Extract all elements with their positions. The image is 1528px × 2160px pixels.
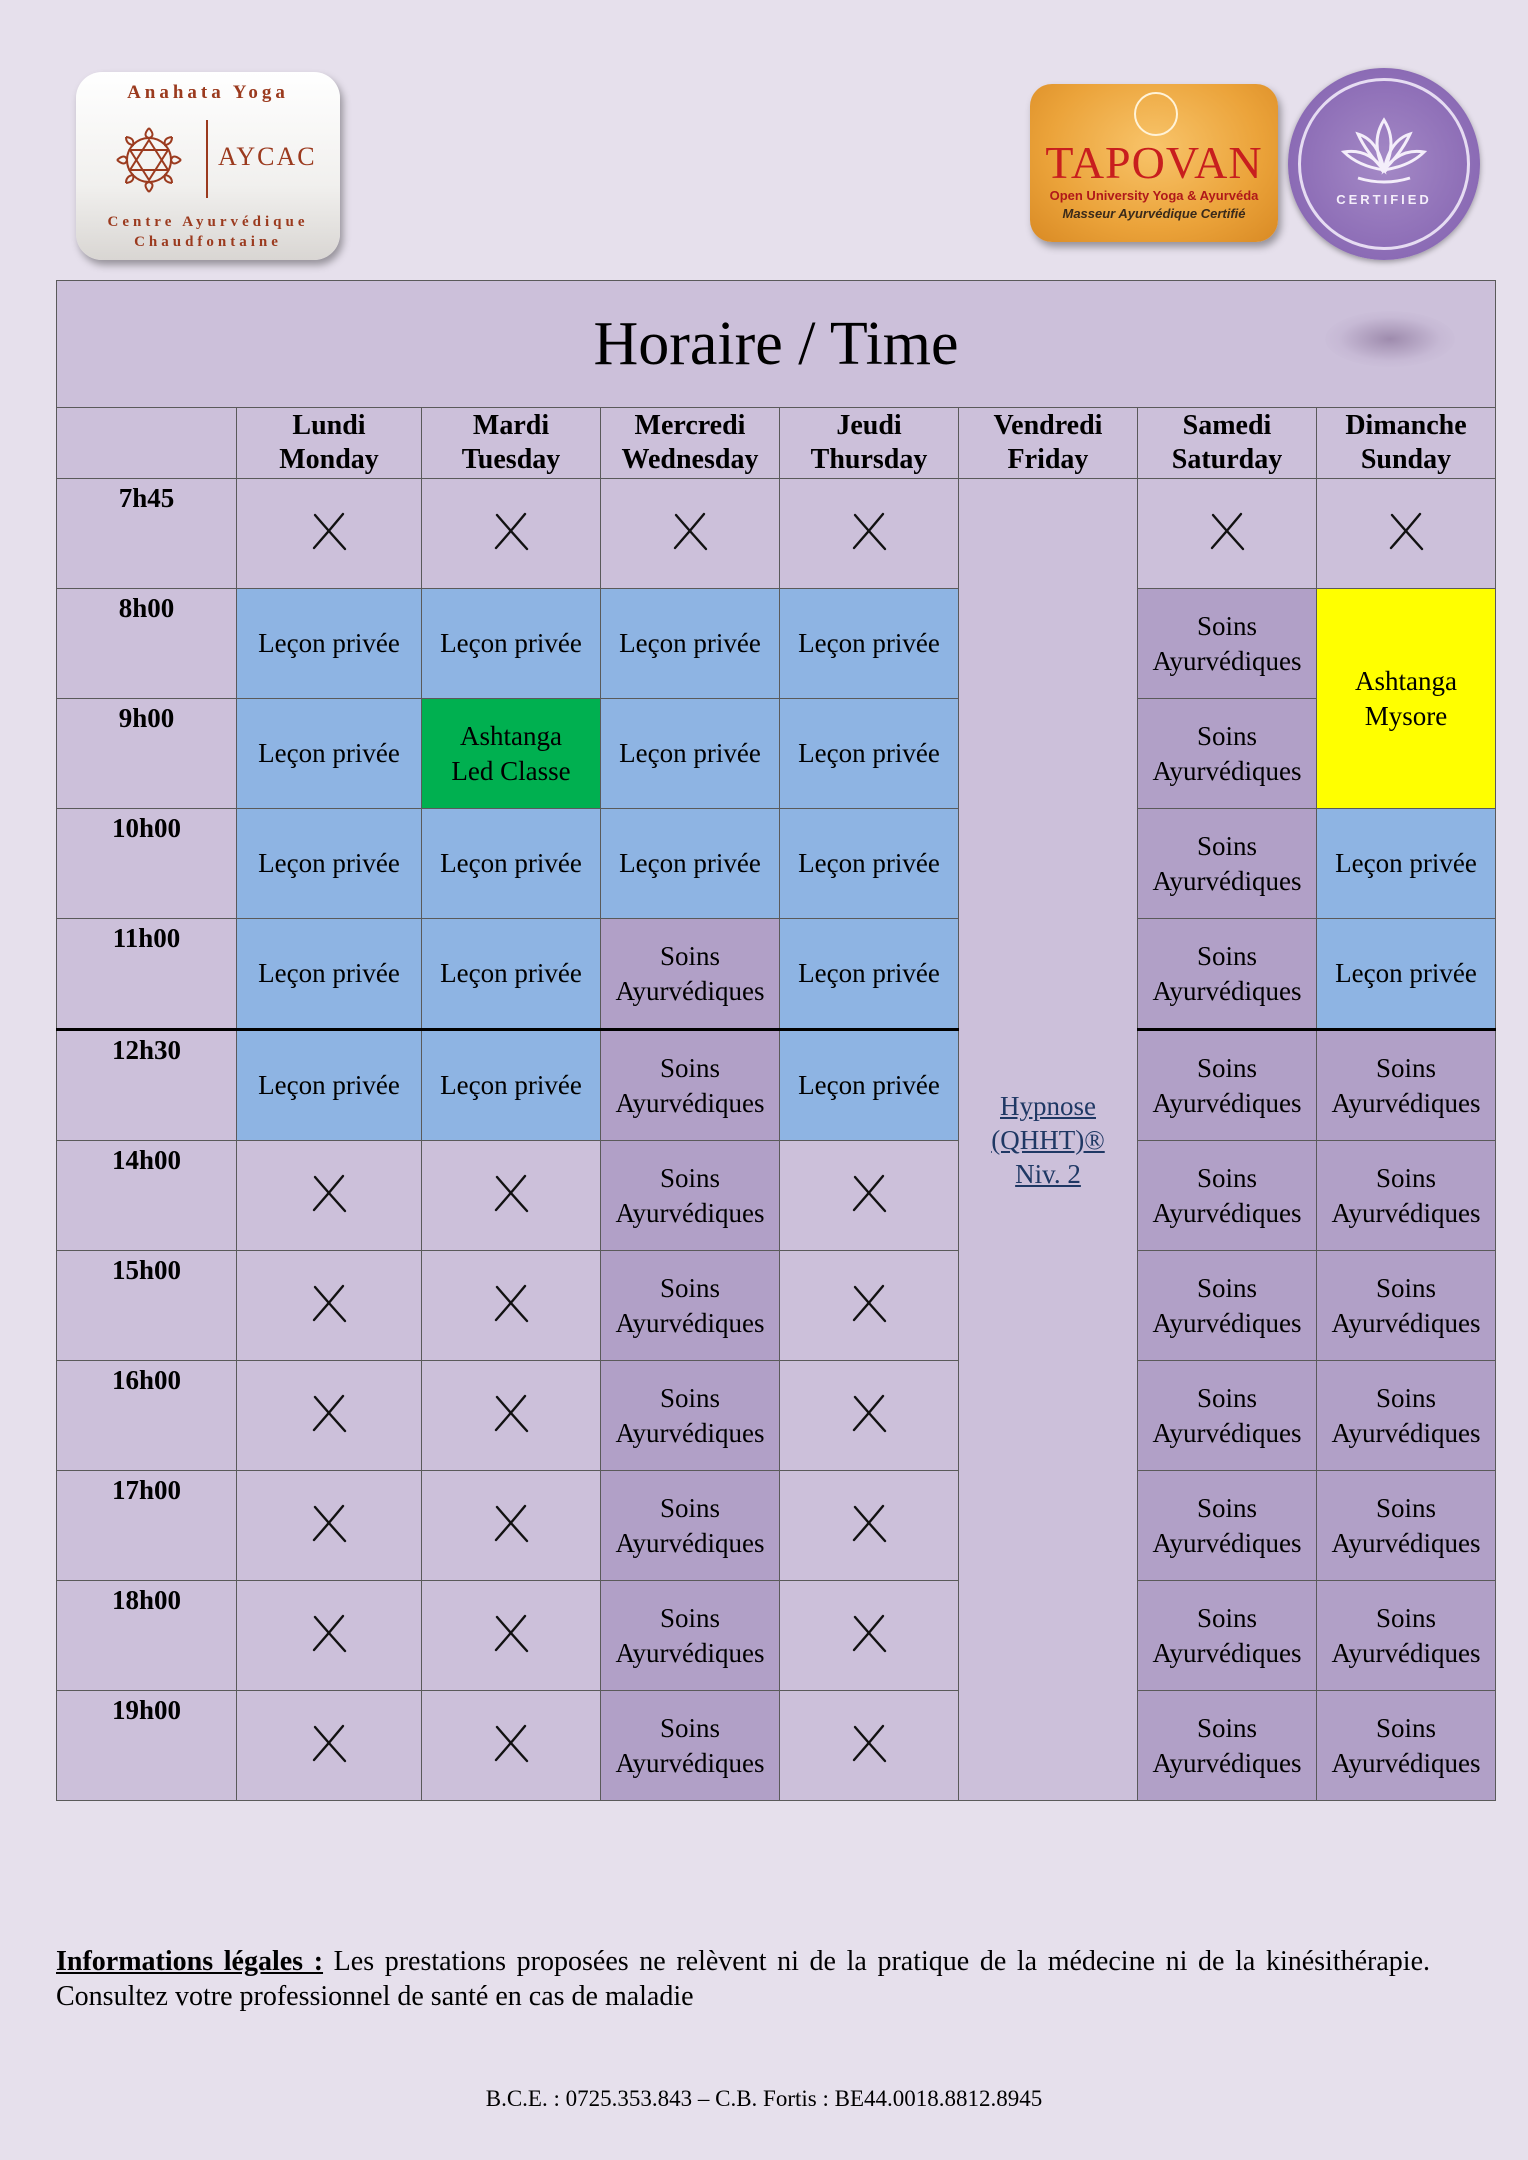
ayurvedic-care-slot: Soins Ayurvédiques xyxy=(1138,1581,1317,1691)
ayurvedic-care-slot: Soins Ayurvédiques xyxy=(1138,919,1317,1030)
closed-slot xyxy=(422,1251,601,1361)
ayurvedic-care-slot: Soins Ayurvédiques xyxy=(1317,1141,1496,1251)
private-lesson-slot: Leçon privée xyxy=(780,699,959,809)
aycac-logo-name: AYCAC xyxy=(218,142,317,171)
private-lesson-slot: Leçon privée xyxy=(780,809,959,919)
aycac-logo-top-text: Anahata Yoga xyxy=(127,82,289,103)
x-mark-icon xyxy=(668,509,712,553)
x-mark-icon xyxy=(307,1611,351,1655)
header-corner xyxy=(57,408,237,479)
day-header-monday: Lundi Monday xyxy=(237,408,422,479)
private-lesson-slot: Leçon privée xyxy=(780,919,959,1030)
ayurvedic-care-slot: Soins Ayurvédiques xyxy=(1138,1691,1317,1801)
ayurvedic-care-slot: Soins Ayurvédiques xyxy=(1317,1030,1496,1141)
x-mark-icon xyxy=(307,1501,351,1545)
schedule-table xyxy=(56,280,1496,1801)
private-lesson-slot: Leçon privée xyxy=(422,809,601,919)
ayurvedic-care-slot: Soins Ayurvédiques xyxy=(601,1691,780,1801)
closed-slot xyxy=(237,1361,422,1471)
ayurvedic-care-slot: Soins Ayurvédiques xyxy=(1138,699,1317,809)
ayurvedic-care-slot: Soins Ayurvédiques xyxy=(601,1471,780,1581)
day-header-friday: Vendredi Friday xyxy=(959,408,1138,479)
x-mark-icon xyxy=(307,1171,351,1215)
ayurvedic-care-slot: Soins Ayurvédiques xyxy=(1138,1361,1317,1471)
private-lesson-slot: Leçon privée xyxy=(601,809,780,919)
private-lesson-slot: Leçon privée xyxy=(1317,809,1496,919)
day-header-thursday: Jeudi Thursday xyxy=(780,408,959,479)
ayurvedic-care-slot: Soins Ayurvédiques xyxy=(1138,1030,1317,1141)
closed-slot xyxy=(422,1141,601,1251)
time-label: 10h00 xyxy=(57,809,237,919)
lotus-icon xyxy=(1338,112,1430,188)
private-lesson-slot: Leçon privée xyxy=(780,589,959,699)
legal-information-text: Les prestations proposées ne relèvent ni de la pratique de la médecine ni de la kinésithérapie. Consultez votre professionnel de santé en cas de maladie xyxy=(56,1946,1430,2012)
time-label: 18h00 xyxy=(57,1581,237,1691)
private-lesson-slot: Leçon privée xyxy=(237,809,422,919)
closed-slot xyxy=(780,1251,959,1361)
x-mark-icon xyxy=(489,1501,533,1545)
ayurvedic-care-slot: Soins Ayurvédiques xyxy=(1317,1361,1496,1471)
tapovan-logo-name: TAPOVAN xyxy=(1045,137,1263,188)
x-mark-icon xyxy=(489,1171,533,1215)
x-mark-icon xyxy=(847,1611,891,1655)
x-mark-icon xyxy=(489,1281,533,1325)
closed-slot xyxy=(780,1471,959,1581)
private-lesson-slot: Leçon privée xyxy=(237,919,422,1030)
private-lesson-slot: Leçon privée xyxy=(422,919,601,1030)
time-label: 16h00 xyxy=(57,1361,237,1471)
time-label: 12h30 xyxy=(57,1030,237,1141)
time-label: 17h00 xyxy=(57,1471,237,1581)
closed-slot xyxy=(237,1141,422,1251)
tapovan-emblem-icon xyxy=(1134,92,1178,136)
ayurvedic-care-slot: Soins Ayurvédiques xyxy=(601,1141,780,1251)
x-mark-icon xyxy=(489,1611,533,1655)
anahata-chakra-icon xyxy=(106,122,192,198)
closed-slot xyxy=(237,1251,422,1361)
closed-slot xyxy=(601,479,780,589)
certified-badge-text: CERTIFIED xyxy=(1336,192,1432,207)
ayurvedic-care-slot: Soins Ayurvédiques xyxy=(601,919,780,1030)
tapovan-logo xyxy=(1030,84,1278,242)
closed-slot xyxy=(780,1361,959,1471)
private-lesson-slot: Leçon privée xyxy=(237,1030,422,1141)
private-lesson-slot: Leçon privée xyxy=(1317,919,1496,1030)
closed-slot xyxy=(237,1691,422,1801)
x-mark-icon xyxy=(847,1501,891,1545)
schedule-title: Horaire / Time xyxy=(57,281,1496,408)
time-label: 11h00 xyxy=(57,919,237,1030)
private-lesson-slot: Leçon privée xyxy=(422,589,601,699)
closed-slot xyxy=(780,1141,959,1251)
closed-slot xyxy=(237,1581,422,1691)
legal-information-label: Informations légales : xyxy=(56,1946,324,1977)
time-label: 7h45 xyxy=(57,479,237,589)
company-bank-details: B.C.E. : 0725.353.843 – C.B. Fortis : BE44.0018.8812.8945 xyxy=(485,2086,1043,2111)
day-header-tuesday: Mardi Tuesday xyxy=(422,408,601,479)
ashtanga-led-class-slot: Ashtanga Led Classe xyxy=(422,699,601,809)
closed-slot xyxy=(422,1361,601,1471)
x-mark-icon xyxy=(847,509,891,553)
ayurvedic-care-slot: Soins Ayurvédiques xyxy=(1317,1581,1496,1691)
private-lesson-slot: Leçon privée xyxy=(237,699,422,809)
x-mark-icon xyxy=(307,1391,351,1435)
aycac-logo-bottom-text: Centre Ayurvédique Chaudfontaine xyxy=(107,214,309,250)
x-mark-icon xyxy=(847,1281,891,1325)
tapovan-logo-subtitle: Open University Yoga & Ayurvéda xyxy=(1049,188,1259,203)
x-mark-icon xyxy=(307,1721,351,1765)
x-mark-icon xyxy=(1384,509,1428,553)
x-mark-icon xyxy=(847,1721,891,1765)
time-label: 14h00 xyxy=(57,1141,237,1251)
ayurvedic-care-slot: Soins Ayurvédiques xyxy=(1138,589,1317,699)
private-lesson-slot: Leçon privée xyxy=(422,1030,601,1141)
closed-slot xyxy=(1317,479,1496,589)
x-mark-icon xyxy=(307,509,351,553)
private-lesson-slot: Leçon privée xyxy=(601,699,780,809)
x-mark-icon xyxy=(489,1721,533,1765)
aycac-logo xyxy=(76,72,340,260)
time-label: 15h00 xyxy=(57,1251,237,1361)
closed-slot xyxy=(422,1691,601,1801)
private-lesson-slot: Leçon privée xyxy=(237,589,422,699)
x-mark-icon xyxy=(847,1171,891,1215)
day-header-saturday: Samedi Saturday xyxy=(1138,408,1317,479)
x-mark-icon xyxy=(1205,509,1249,553)
closed-slot xyxy=(422,1581,601,1691)
ayurvedic-care-slot: Soins Ayurvédiques xyxy=(1317,1691,1496,1801)
closed-slot xyxy=(237,1471,422,1581)
x-mark-icon xyxy=(847,1391,891,1435)
closed-slot xyxy=(422,1471,601,1581)
ayurvedic-care-slot: Soins Ayurvédiques xyxy=(1317,1251,1496,1361)
day-header-wednesday: Mercredi Wednesday xyxy=(601,408,780,479)
closed-slot xyxy=(422,479,601,589)
ayurvedic-care-slot: Soins Ayurvédiques xyxy=(601,1581,780,1691)
private-lesson-slot: Leçon privée xyxy=(601,589,780,699)
ayurvedic-care-slot: Soins Ayurvédiques xyxy=(1138,1251,1317,1361)
ayurvedic-care-slot: Soins Ayurvédiques xyxy=(601,1251,780,1361)
tapovan-logo-certification: Masseur Ayurvédique Certifié xyxy=(1062,206,1246,221)
closed-slot xyxy=(780,1581,959,1691)
closed-slot xyxy=(237,479,422,589)
time-label: 19h00 xyxy=(57,1691,237,1801)
closed-slot xyxy=(780,1691,959,1801)
x-mark-icon xyxy=(307,1281,351,1325)
ashtanga-mysore-slot: Ashtanga Mysore xyxy=(1317,589,1496,809)
ayurvedic-care-slot: Soins Ayurvédiques xyxy=(1317,1471,1496,1581)
x-mark-icon xyxy=(489,1391,533,1435)
ayurvedic-care-slot: Soins Ayurvédiques xyxy=(1138,809,1317,919)
closed-slot xyxy=(780,479,959,589)
certified-badge-logo xyxy=(1288,68,1480,260)
ayurvedic-care-slot: Soins Ayurvédiques xyxy=(601,1030,780,1141)
closed-slot xyxy=(1138,479,1317,589)
time-label: 9h00 xyxy=(57,699,237,809)
hypnose-qhht-link[interactable]: Hypnose (QHHT)® Niv. 2 xyxy=(959,479,1138,1801)
ayurvedic-care-slot: Soins Ayurvédiques xyxy=(1138,1141,1317,1251)
legal-information xyxy=(56,1944,1430,2014)
ayurvedic-care-slot: Soins Ayurvédiques xyxy=(601,1361,780,1471)
ayurvedic-care-slot: Soins Ayurvédiques xyxy=(1138,1471,1317,1581)
time-label: 8h00 xyxy=(57,589,237,699)
day-header-sunday: Dimanche Sunday xyxy=(1317,408,1496,479)
private-lesson-slot: Leçon privée xyxy=(780,1030,959,1141)
x-mark-icon xyxy=(489,509,533,553)
